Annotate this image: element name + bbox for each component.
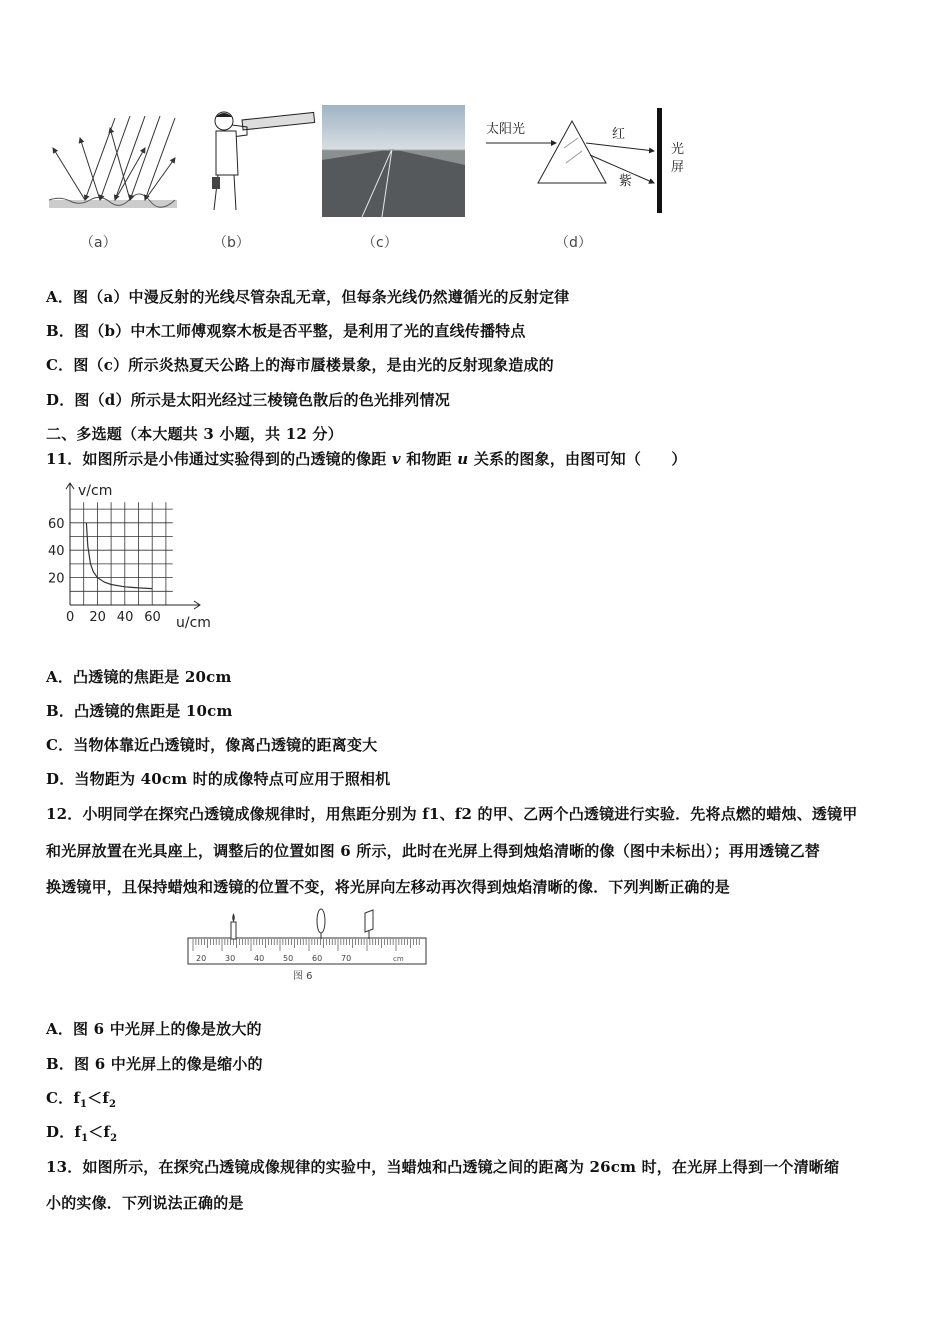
option-c-prefix: C．f	[46, 1089, 80, 1107]
q13-stem-line-1: 13．如图所示，在探究凸透镜成像规律的实验中，当蜡烛和凸透镜之间的距离为 26cm 时，在光屏上得到一个清晰缩	[46, 1158, 840, 1176]
option-d-relation: ＜f	[88, 1123, 111, 1141]
q12-option-c	[46, 1087, 116, 1110]
option-c-sub2: 2	[109, 1099, 117, 1110]
q12-option-d	[46, 1121, 117, 1144]
q11-option-d: D．当物距为 40cm 时的成像特点可应用于照相机	[46, 770, 391, 788]
q13-stem-line-2: 小的实像．下列说法正确的是	[46, 1194, 244, 1212]
chart-x-tick-label: 0	[66, 610, 75, 625]
q10-option-b: B．图（b）中木工师傅观察木板是否平整，是利用了光的直线传播特点	[46, 322, 526, 340]
q11-stem	[46, 448, 687, 469]
figure-6-caption: 图 6	[293, 971, 313, 982]
section-title: 二、多选题（本大题共 3 小题，共 12 分）	[46, 425, 343, 443]
figure-c-road-mirage-photo	[322, 105, 465, 217]
chart-ylabel: v/cm	[78, 483, 113, 499]
q12-option-a: A．图 6 中光屏上的像是放大的	[46, 1020, 262, 1038]
chart-x-tick-label: 60	[144, 610, 161, 625]
convex-lens	[317, 909, 325, 939]
chart-y-tick-label: 40	[48, 544, 65, 560]
q12-optical-bench-figure	[185, 905, 430, 985]
chart-series-line	[86, 523, 152, 589]
bench-unit: cm	[393, 955, 404, 963]
q11-option-c: C．当物体靠近凸透镜时，像离凸透镜的距离变大	[46, 736, 378, 754]
chart-x-tick-label: 20	[89, 610, 106, 625]
bench-label: 70	[341, 954, 352, 963]
bench-label: 60	[312, 954, 323, 963]
q11-stem-b: 和物距	[400, 450, 458, 468]
option-d-prefix: D．f	[46, 1123, 82, 1141]
purple-label: 紫	[619, 174, 633, 189]
figure-a-diffuse-reflection	[45, 108, 185, 218]
q11-stem-c: 关系的图象，由图可知（ ）	[468, 450, 687, 468]
candle	[231, 913, 236, 939]
q10-option-a: A．图（a）中漫反射的光线尽管杂乱无章，但每条光线仍然遵循光的反射定律	[46, 288, 570, 306]
figure-b-carpenter	[202, 105, 322, 215]
figure-d-prism-dispersion	[482, 103, 692, 218]
q11-option-a: A．凸透镜的焦距是 20cm	[46, 668, 232, 686]
chart-y-tick-label: 20	[48, 571, 65, 587]
option-c-relation: ＜f	[87, 1089, 110, 1107]
q11-option-b: B．凸透镜的焦距是 10cm	[46, 702, 233, 720]
caption-d: （d）	[555, 235, 592, 251]
q12-stem-line-3: 换透镜甲，且保持蜡烛和透镜的位置不变，将光屏向左移动再次得到烛焰清晰的像．下列判断正确的是	[46, 878, 731, 896]
q11-stem-a: 11．如图所示是小伟通过实验得到的凸透镜的像距	[46, 450, 392, 468]
screen-label-2: 屏	[671, 160, 685, 175]
bench-label: 30	[225, 954, 236, 963]
q12-stem-line-1: 12．小明同学在探究凸透镜成像规律时，用焦距分别为 f1、f2 的甲、乙两个凸透镜进行实验．先将点燃的蜡烛、透镜甲	[46, 805, 858, 823]
q11-u-symbol: u	[457, 450, 469, 468]
red-label: 红	[612, 127, 626, 142]
caption-b: （b）	[213, 235, 250, 251]
q11-v-symbol: v	[391, 450, 401, 468]
q10-option-c: C．图（c）所示炎热夏天公路上的海市蜃楼景象，是由光的反射现象造成的	[46, 356, 554, 374]
option-c-sub1: 1	[80, 1099, 88, 1110]
screen-label-1: 光	[671, 142, 685, 157]
sunlight-label: 太阳光	[486, 122, 526, 137]
bench-label: 20	[196, 954, 207, 963]
chart-axes	[66, 483, 200, 609]
chart-grid	[70, 502, 173, 605]
option-d-sub2: 2	[110, 1133, 118, 1144]
chart-x-tick-label: 40	[116, 610, 134, 625]
chart-y-tick-label: 60	[48, 516, 65, 532]
q12-stem-line-2: 和光屏放置在光具座上，调整后的位置如图 6 所示，此时在光屏上得到烛焰清晰的像（图中未标出）；再用透镜乙替	[46, 842, 820, 860]
bench-label: 40	[254, 954, 265, 963]
chart-y-axis	[66, 483, 74, 605]
bench-label: 50	[283, 954, 294, 963]
option-d-sub1: 1	[81, 1133, 89, 1144]
chart-x-axis	[70, 601, 200, 609]
light-screen	[365, 910, 373, 939]
caption-a: （a）	[80, 235, 117, 251]
q11-chart	[40, 478, 230, 638]
q10-option-d: D．图（d）所示是太阳光经过三棱镜色散后的色光排列情况	[46, 391, 450, 409]
chart-xlabel: u/cm	[176, 615, 211, 631]
q12-option-b: B．图 6 中光屏上的像是缩小的	[46, 1055, 263, 1073]
caption-c: （c）	[362, 235, 398, 251]
